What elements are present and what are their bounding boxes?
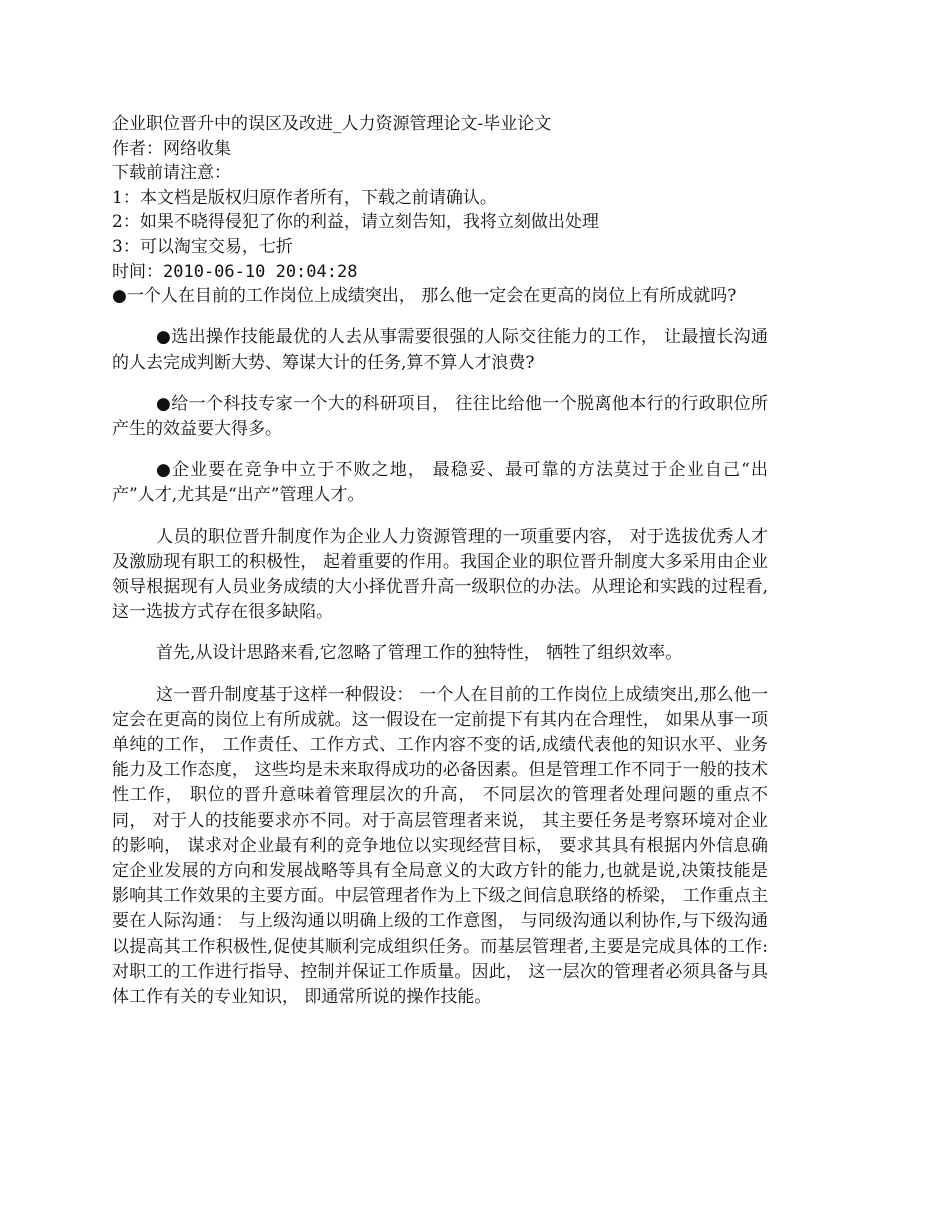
document-title: 企业职位晋升中的误区及改进_人力资源管理论文-毕业论文 [112,114,552,134]
paragraph-gap [112,509,768,525]
paragraph-gap [112,442,768,458]
body-paragraph-2: ●选出操作技能最优的人去从事需要很强的人际交往能力的工作， 让最擅长沟通的人去完成判断大势、筹谋大计的任务,算不算人才浪费? [112,327,768,373]
body-paragraph-7: 这一晋升制度基于这样一种假设： 一个人在目前的工作岗位上成绩突出,那么他一定会在更高的岗位上有所成就。这一假设在一定前提下有其内在合理性， 如果从事一项单纯的工作， 工作责任、工作方式、工作内容不变的话,成绩代表他的知识水平、业务能力及工作态度， 这些均是未来取得成功的必备因素。但是管理工作不同于一般的技术性工作， 职位的晋升意味着管理层次的升高， 不同层次的管理者处理问题的重点不同， 对于人的技能要求亦不同。对于高层管理者来说， 其主要任务是考察环境对企业的影响， 谋求对企业最有利的竞争地位以实现经营目标， 要求其具有根据内外信息确定企业发展的方向和发展战略等具有全局意义的大政方针的能力,也就是说,决策技能是影响其工作效果的主要方面。中层管理者作为上下级之间信息联络的桥梁， 工作重点主要在人际沟通： 与上级沟通以明确上级的工作意图， 与同级沟通以利协作,与下级沟通以提高其工作积极性,促使其顺利完成组织任务。而基层管理者,主要是完成具体的工作:对职工的工作进行指导、控制并保证工作质量。因此， 这一层次的管理者必须具备与具体工作有关的专业知识， 即通常所说的操作技能。 [112,684,768,1008]
timestamp-line: 时间：2010-06-10 20:04:28 [112,261,358,282]
paragraph-gap [112,625,768,641]
paragraph-gap [112,309,768,325]
notice-item-2: 2：如果不晓得侵犯了你的利益，请立刻告知，我将立刻做出处理 [112,212,599,233]
body-paragraph-5: 人员的职位晋升制度作为企业人力资源管理的一项重要内容， 对于选拔优秀人才及激励现有职工的积极性， 起着重要的作用。我国企业的职位晋升制度大多采用由企业领导根据现有人员业务成绩的大小择优晋升高一级职位的办法。从理论和实践的过程看,这一选拔方式存在很多缺陷。 [112,526,768,623]
body-paragraph-3: ●给一个科技专家一个大的科研项目， 往往比给他一个脱离他本行的行政职位所产生的效益要大得多。 [112,393,768,439]
body-paragraph-6: 首先,从设计思路来看,它忽略了管理工作的独特性， 牺牲了组织效率。 [156,643,683,664]
paragraph-gap [112,667,768,683]
body-paragraph-1: ●一个人在目前的工作岗位上成绩突出， 那么他一定会在更高的岗位上有所成就吗? [112,286,737,307]
paragraph-gap [112,376,768,392]
notice-heading: 下载前请注意： [112,163,231,184]
notice-item-1: 1：本文档是版权归原作者所有，下载之前请确认。 [112,187,497,208]
author-line: 作者：网络收集 [112,138,231,159]
body-paragraph-4: ●企业要在竞争中立于不败之地， 最稳妥、最可靠的方法莫过于企业自己“出产”人才,尤其是“出产”管理人才。 [112,460,768,506]
document-page [112,112,768,1010]
notice-item-3: 3：可以淘宝交易，七折 [112,236,293,257]
